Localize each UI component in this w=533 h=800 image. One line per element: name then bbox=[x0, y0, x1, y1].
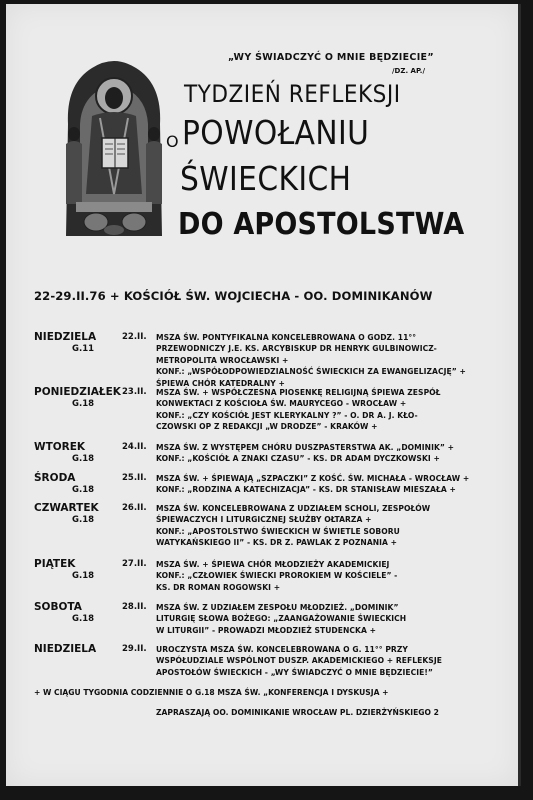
entry-line: WSPÓŁUDZIALE WSPÓLNOT DUSZP. AKADEMICKIEGO + REFLEKSJE bbox=[156, 656, 442, 666]
entry-hour: G.18 bbox=[72, 571, 95, 581]
entry-hour: G.18 bbox=[72, 399, 95, 409]
entry-line: KONWEKTACI Z KOŚCIOŁA ŚW. MAURYCEGO - WROCŁAW + bbox=[156, 399, 407, 409]
christ-icon-illustration bbox=[62, 54, 166, 236]
entry-description bbox=[156, 503, 508, 549]
entry-line: METROPOLITA WROCŁAWSKI + bbox=[156, 355, 289, 365]
entry-description bbox=[156, 387, 508, 433]
entry-line: MSZA ŚW. KONCELEBROWANA Z UDZIAŁEM SCHOLI, ZESPOŁÓW bbox=[156, 504, 431, 513]
entry-line: KONF.: „CZY KOŚCIÓŁ JEST KLERYKALNY ?” - O. DR A. J. KŁO- bbox=[156, 410, 418, 420]
entry-hour: G.18 bbox=[72, 515, 95, 525]
entry-day: CZWARTEK bbox=[34, 502, 99, 514]
entry-line: KONF.: „CZŁOWIEK ŚWIECKI PROROKIEM W KOŚCIELE” - bbox=[156, 571, 398, 581]
entry-line: LITURGIĘ SŁOWA BOŻEGO: „ZAANGAŻOWANIE ŚWIECKICH bbox=[156, 614, 407, 624]
title-line-3: ŚWIECKICH bbox=[180, 159, 352, 198]
entry-day: SOBOTA bbox=[34, 601, 82, 613]
entry-line: MSZA ŚW. Z WYSTĘPEM CHÓRU DUSZPASTERSTWA AK. „DOMINIK” + bbox=[156, 443, 455, 452]
entry-description bbox=[156, 602, 508, 636]
entry-line: ŚPIEWA CHÓR KATEDRALNY + bbox=[156, 378, 285, 388]
entry-line: MSZA ŚW. + ŚPIEWA CHÓR MŁODZIEŻY AKADEMICKIEJ bbox=[156, 560, 390, 569]
entry-hour: G.18 bbox=[72, 485, 95, 495]
entry-line: WATYKAŃSKIEGO II” - KS. DR Z. PAWLAK Z POZNANIA + bbox=[156, 538, 398, 548]
entry-date: 26.II. bbox=[122, 503, 147, 513]
entry-line: KONF.: „APOSTOLSTWO ŚWIECKICH W ŚWIETLE SOBORU bbox=[156, 526, 400, 536]
entry-line: KONF.: „WSPÓŁODPOWIEDZIALNOŚĆ ŚWIECKICH ZA EWANGELIZACJĘ” + bbox=[156, 367, 466, 377]
entry-date: 29.II. bbox=[122, 644, 147, 654]
title-line-2: POWOŁANIU bbox=[182, 113, 370, 152]
entry-line: MSZA ŚW. PONTYFIKALNA KONCELEBROWANA O GODZ. 11°° bbox=[156, 333, 417, 342]
entry-day: NIEDZIELA bbox=[34, 331, 97, 343]
entry-line: KONF.: „RODZINA A KATECHIZACJA” - KS. DR STANISŁAW MIESZAŁA + bbox=[156, 485, 456, 495]
entry-line: MSZA ŚW. + ŚPIEWAJĄ „SZPACZKI” Z KOŚĆ. ŚW. MICHAŁA - WROCŁAW + bbox=[156, 474, 470, 483]
entry-line: CZOWSKI OP Z REDAKCJI „W DRODZE” - KRAKÓW + bbox=[156, 422, 378, 432]
entry-line: MSZA ŚW. + WSPÓŁCZESNA PIOSENKĘ RELIGIJNĄ ŚPIEWA ZESPÓŁ bbox=[156, 388, 441, 397]
entry-day: WTOREK bbox=[34, 441, 86, 453]
entry-description bbox=[156, 332, 508, 389]
footer-invitation: ZAPRASZAJĄ OO. DOMINIKANIE WROCŁAW PL. DZIERŻYŃSKIEGO 2 bbox=[156, 708, 439, 717]
entry-day: PONIEDZIAŁEK bbox=[34, 386, 121, 398]
entry-line: UROCZYSTA MSZA ŚW. KONCELEBROWANA O G. 11°° PRZY bbox=[156, 645, 408, 654]
title-line-1: TYDZIEŃ REFLEKSJI bbox=[184, 80, 401, 108]
entry-date: 24.II. bbox=[122, 442, 147, 452]
entry-date: 23.II. bbox=[122, 387, 147, 397]
entry-description bbox=[156, 442, 508, 465]
entry-line: APOSTOŁÓW ŚWIECKICH - „WY ŚWIADCZYĆ O MNIE BĘDZIECIE!” bbox=[156, 667, 433, 677]
entry-day: ŚRODA bbox=[34, 472, 76, 484]
motto-reference: /DZ. AP./ bbox=[392, 67, 426, 75]
entry-description bbox=[156, 473, 508, 496]
entry-date: 27.II. bbox=[122, 559, 147, 569]
entry-line: KONF.: „KOŚCIÓŁ A ZNAKI CZASU” - KS. DR ADAM DYCZKOWSKI + bbox=[156, 454, 440, 464]
title-line-2-prefix: O bbox=[166, 132, 179, 151]
entry-date: 28.II. bbox=[122, 602, 147, 612]
entry-line: ŚPIEWACZYCH I LITURGICZNEJ SŁUŻBY OŁTARZA + bbox=[156, 515, 372, 525]
entry-hour: G.18 bbox=[72, 614, 95, 624]
entry-date: 22.II. bbox=[122, 332, 147, 342]
entry-day: PIĄTEK bbox=[34, 558, 76, 570]
poster-sheet bbox=[6, 4, 521, 786]
entry-description bbox=[156, 559, 508, 593]
entry-line: PRZEWODNICZY J.E. KS. ARCYBISKUP DR HENRYK GULBINOWICZ- bbox=[156, 344, 437, 354]
entry-hour: G.18 bbox=[72, 454, 95, 464]
title-line-4: DO APOSTOLSTWA bbox=[178, 207, 465, 242]
entry-date: 25.II. bbox=[122, 473, 147, 483]
entry-line: KS. DR ROMAN ROGOWSKI + bbox=[156, 582, 281, 592]
motto-quote: „WY ŚWIADCZYĆ O MNIE BĘDZIECIE” bbox=[228, 52, 434, 63]
entry-description bbox=[156, 644, 508, 678]
entry-day: NIEDZIELA bbox=[34, 643, 97, 655]
entry-line: MSZA ŚW. Z UDZIAŁEM ZESPOŁU MŁODZIEŻ. „DOMINIK” bbox=[156, 603, 399, 612]
entry-line: W LITURGII” - PROWADZI MŁODZIEŻ STUDENCKA + bbox=[156, 625, 376, 635]
entry-hour: G.11 bbox=[72, 344, 95, 354]
footer-daily-note: + W CIĄGU TYGODNIA CODZIENNIE O G.18 MSZA ŚW. „KONFERENCJA I DYSKUSJA + bbox=[34, 688, 389, 697]
date-place-line: 22-29.II.76 + KOŚCIÓŁ ŚW. WOJCIECHA - OO. DOMINIKANÓW bbox=[34, 289, 433, 303]
